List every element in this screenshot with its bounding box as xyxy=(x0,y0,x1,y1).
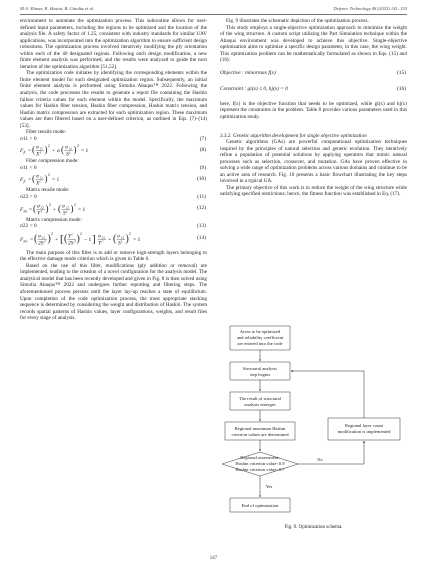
flow-text: Structural analysis xyxy=(242,366,278,371)
svg-text:2: 2 xyxy=(77,144,79,149)
svg-text:2: 2 xyxy=(74,202,76,207)
svg-text:Y: Y xyxy=(68,233,72,240)
svg-text:+: + xyxy=(108,236,112,243)
paragraph: here, f(x) is the objective function that needs to be optimized, while gi(x) and hj(x) represent the constraints in the problem. Table 8 provides various parameters used in this optimization study. xyxy=(220,100,407,121)
svg-text:X: X xyxy=(36,151,40,158)
svg-text:+: + xyxy=(53,206,57,213)
svg-text:=: = xyxy=(29,206,33,213)
equation-number: (12) xyxy=(197,205,206,212)
flow-text: analysis emerges xyxy=(244,402,276,407)
flow-label-no: No xyxy=(317,457,323,462)
equation-number: (8) xyxy=(199,147,206,154)
paragraph: The main purpose of this filter is to add or remove high-strength layers belonging to the effective damage mode criterion which is given in Table 6. xyxy=(20,249,207,263)
equation-body: σ22 < 0 xyxy=(20,223,37,230)
svg-text:22: 22 xyxy=(40,205,44,210)
svg-text:12: 12 xyxy=(120,235,124,240)
svg-text:F: F xyxy=(20,206,24,213)
svg-text:(: ( xyxy=(113,233,117,245)
flow-arrow-no xyxy=(298,441,364,464)
svg-text:+: + xyxy=(52,148,56,155)
flow-text: Regional assessment: xyxy=(240,455,280,460)
svg-text:σ: σ xyxy=(36,144,39,151)
svg-text:F: F xyxy=(20,236,24,243)
svg-text:22: 22 xyxy=(101,235,105,240)
svg-text:): ) xyxy=(45,203,49,214)
svg-text:S: S xyxy=(118,240,121,247)
svg-text:2: 2 xyxy=(80,231,82,236)
svg-text:]: ] xyxy=(92,232,96,245)
svg-text:2: 2 xyxy=(51,231,53,236)
svg-text:): ) xyxy=(73,144,77,155)
svg-text:(: ( xyxy=(64,233,68,245)
svg-text:12: 12 xyxy=(68,146,72,151)
equation-number: (9) xyxy=(199,164,206,171)
paragraph: This study employs a single-objective optimization approach to minimize the weight of the wing structure. A custom script utilizing the Part Simulation technique within the Abaqus environment was developed to achieve this objective. Single-objective optimization aims to optimize a specific design parameter, in this case, the wing weight. This optimization problem can be mathematically formulated as shown in Eqs. (15) and (16): xyxy=(220,24,407,64)
flow-box-hashin-max xyxy=(225,422,295,440)
flow-text: step begins xyxy=(249,372,271,377)
paragraph: Genetic algorithms (GAs) are powerful computational optimization techniques inspired by the principles of natural selection and genetic evolution. They iteratively refine a population of potential solutions by applying operators that mimic natural processes such as selection, crossover, and mutation. GAs have proven effective in solving a wide range of optimization problems across various domains and continue to be an active area of research. Fig. 10 presents a basic flowchart illustrating the key steps involved in a typical GA. xyxy=(220,138,407,185)
flow-text: The result of structural xyxy=(239,396,281,401)
svg-text:= 1: = 1 xyxy=(52,177,60,184)
paragraph: Based on the use of this filter, modifications (ply addition or removal) are implemented, leading to the creation of a novel configuration for the analysis model. The analytical model that has been recently developed and given in Fig. 8 is then solved using Simulia Abaqus™ 2022 and undergoes further reporting and filtering steps. The aforementioned process persists until the layer lay-up reaches a state of equilibrium. Upon completion of the code optimization process, the most appropriate stacking sequence is determined by considering the weight and distribution of Hashin. The system records spatial patterns of Hashin values, layer configurations, weights, and result files for every stage of analysis. xyxy=(20,262,207,322)
svg-text:mc: mc xyxy=(23,239,28,244)
equation-body: Objective : minormax f(x) xyxy=(220,69,276,76)
svg-text:F: F xyxy=(20,148,24,155)
flow-text: modification is implemented xyxy=(337,429,391,434)
equation-number: (10) xyxy=(197,176,206,183)
equation-number: (15) xyxy=(397,69,406,76)
svg-text:σ: σ xyxy=(98,233,101,240)
svg-text:): ) xyxy=(44,144,48,155)
page-number: 147 xyxy=(209,556,218,561)
right-column xyxy=(220,18,407,198)
equation-12 xyxy=(20,201,207,217)
svg-text:(: ( xyxy=(33,203,36,214)
svg-text:(: ( xyxy=(61,144,64,155)
left-column xyxy=(20,18,207,322)
svg-text:S: S xyxy=(63,210,66,217)
svg-text:Y: Y xyxy=(37,210,41,217)
running-header-journal: Defence Technology 48 (2025) 141–155 xyxy=(333,6,407,11)
equation-number: (16) xyxy=(397,86,406,93)
equation-body: σ11 > 0 xyxy=(20,135,37,142)
svg-text:(: ( xyxy=(34,233,38,245)
flow-text: Regional layer count xyxy=(344,423,384,428)
svg-text:= 1: = 1 xyxy=(81,148,89,155)
paragraph: environment to automate the optimization process. This subroutine allows for user-defined input parameters, including the regions to be optimized and the location of the analysis file. A safety factor of 1.25, consistent with industry standards for similar UAV applications, was incorporated into the optimization algorithm to ensure sufficient design robustness. The optimization process involved iteratively modifying the ply orientation within each of the 40 designated regions. Following each design modification, a new finite element analysis was performed, and the results were analyzed to guide the next iteration of the optimization algorithm [51,52]. xyxy=(20,18,207,70)
svg-text:− 1: − 1 xyxy=(84,236,92,243)
svg-text:(: ( xyxy=(58,203,61,214)
equation-number: (11) xyxy=(197,194,206,201)
svg-text:=: = xyxy=(28,148,32,155)
svg-text:mt: mt xyxy=(23,209,28,214)
paragraph: Fig. 9 illustrates the schematic depiction of the optimization process. xyxy=(226,18,369,24)
equation-15 xyxy=(220,70,407,77)
svg-text:T: T xyxy=(74,239,76,244)
svg-text:X: X xyxy=(36,180,40,187)
svg-text:12: 12 xyxy=(65,205,69,210)
svg-text:2: 2 xyxy=(49,202,51,207)
mode-label: Matrix compression mode: xyxy=(26,216,82,223)
svg-text:S: S xyxy=(66,151,69,158)
svg-text:=: = xyxy=(30,236,34,243)
paragraph: The optimization code initiates by identifying the corresponding elements within the finite element model for each designated optimization region. Subsequently, an initial finite element analysis is performed using Simulia Abaqus™ 2022. Following the analysis, the code processes the results to generate a report file containing the Hashin failure criteria values for each element within the model. Specifically, the maximum values for Hashin fiber tension, Hashin fiber compression, Hashin matrix tension, and Hashin matrix compression are extracted for each optimization region. These maximum values are then filtered based on a user-defined criterion, as outlined in Eqs. (7)–(14) [53]. xyxy=(20,70,207,129)
svg-text:σ: σ xyxy=(37,203,40,210)
svg-text:C: C xyxy=(101,239,104,244)
svg-text:= 1: = 1 xyxy=(78,206,86,213)
svg-text:): ) xyxy=(76,233,80,245)
svg-text:ft: ft xyxy=(23,150,26,155)
equation-body: σ11 < 0 xyxy=(20,164,37,171)
section-heading: 3.3.2. Genetic algorithm development for single objective optimization xyxy=(220,132,367,139)
optimization-flowchart xyxy=(220,322,407,532)
flow-arrow-loop xyxy=(291,371,364,418)
svg-text:=: = xyxy=(28,177,32,184)
svg-text:σ: σ xyxy=(38,233,41,240)
svg-text:L: L xyxy=(121,239,123,244)
svg-text:fc: fc xyxy=(23,179,27,184)
flow-text: End of optimization xyxy=(241,503,279,508)
equation-12-formula xyxy=(20,201,140,217)
paragraph: The primary objective of this work is to reduce the weight of the wing structure while satisfying specified restrictions; hence, the fitness function was established in Eq. (17). xyxy=(220,184,407,198)
svg-text:= 1: = 1 xyxy=(133,236,141,243)
equation-number: (13) xyxy=(197,223,206,230)
flow-text: criterion values are determined xyxy=(231,432,289,437)
svg-text:(: ( xyxy=(32,144,35,155)
flow-text: Areas to be optimized xyxy=(239,329,281,334)
flow-text: Regional maximum Hashin xyxy=(234,426,286,431)
header-rule xyxy=(20,14,407,15)
svg-text:2S: 2S xyxy=(68,240,74,247)
equation-14-formula xyxy=(20,230,170,248)
svg-text:C: C xyxy=(71,232,74,237)
svg-text:2: 2 xyxy=(48,144,50,149)
equation-8 xyxy=(20,142,207,158)
equation-body: σ22 > 0 xyxy=(20,194,37,201)
equation-10 xyxy=(20,171,207,187)
equation-10-formula xyxy=(20,171,100,187)
svg-text:[: [ xyxy=(60,232,64,245)
mode-label: Fiber tensile mode: xyxy=(26,129,67,136)
svg-text:C: C xyxy=(39,179,42,184)
svg-text:Y: Y xyxy=(98,240,102,247)
svg-text:σ: σ xyxy=(62,203,65,210)
svg-text:): ) xyxy=(47,233,51,245)
svg-text:11: 11 xyxy=(39,146,43,151)
equation-8-formula xyxy=(20,142,140,158)
svg-text:σ: σ xyxy=(117,233,120,240)
svg-text:T: T xyxy=(44,239,46,244)
flow-text: are entered into the code xyxy=(237,341,283,346)
figure-caption: Fig. 9. Optimization schema. xyxy=(284,525,343,530)
svg-text:L: L xyxy=(69,150,71,155)
svg-text:2: 2 xyxy=(129,231,131,236)
svg-text:σ: σ xyxy=(36,173,39,180)
equation-number: (7) xyxy=(199,135,206,142)
svg-text:F: F xyxy=(20,177,24,184)
svg-text:): ) xyxy=(44,173,48,184)
svg-text:(: ( xyxy=(32,173,35,184)
flow-text: Hashin criterion value<0.9 xyxy=(235,461,285,466)
mode-label: Fiber compression mode: xyxy=(26,158,79,165)
svg-text:T: T xyxy=(40,209,43,214)
svg-text:22: 22 xyxy=(41,235,45,240)
running-header-authors: M.A. Yilmaz, K. Hasini, B. Gündüz et al. xyxy=(20,6,95,11)
flow-box-analysis-result xyxy=(230,392,290,410)
svg-text:2S: 2S xyxy=(38,240,44,247)
flow-box-analysis-start xyxy=(230,362,290,380)
svg-text:L: L xyxy=(66,209,68,214)
flow-label-yes: Yes xyxy=(265,484,273,489)
svg-text:11: 11 xyxy=(39,175,43,180)
svg-text:): ) xyxy=(70,203,74,214)
svg-text:+: + xyxy=(55,236,59,243)
svg-text:α: α xyxy=(57,148,60,155)
equation-body: Constraint : gi(x) ≤ 0, hj(x) = 0 xyxy=(220,86,288,93)
svg-text:σ: σ xyxy=(65,144,68,151)
equation-14 xyxy=(20,230,207,248)
mode-label: Matrix tensile mode: xyxy=(26,187,70,194)
equation-number: (14) xyxy=(197,235,206,242)
equation-16 xyxy=(220,86,407,93)
flow-text: Hashin criterion value>0.7 xyxy=(235,467,285,472)
flow-text: and reliability coefficient xyxy=(236,335,284,340)
svg-text:): ) xyxy=(125,233,129,245)
svg-text:T: T xyxy=(39,150,42,155)
svg-text:2: 2 xyxy=(48,173,50,178)
